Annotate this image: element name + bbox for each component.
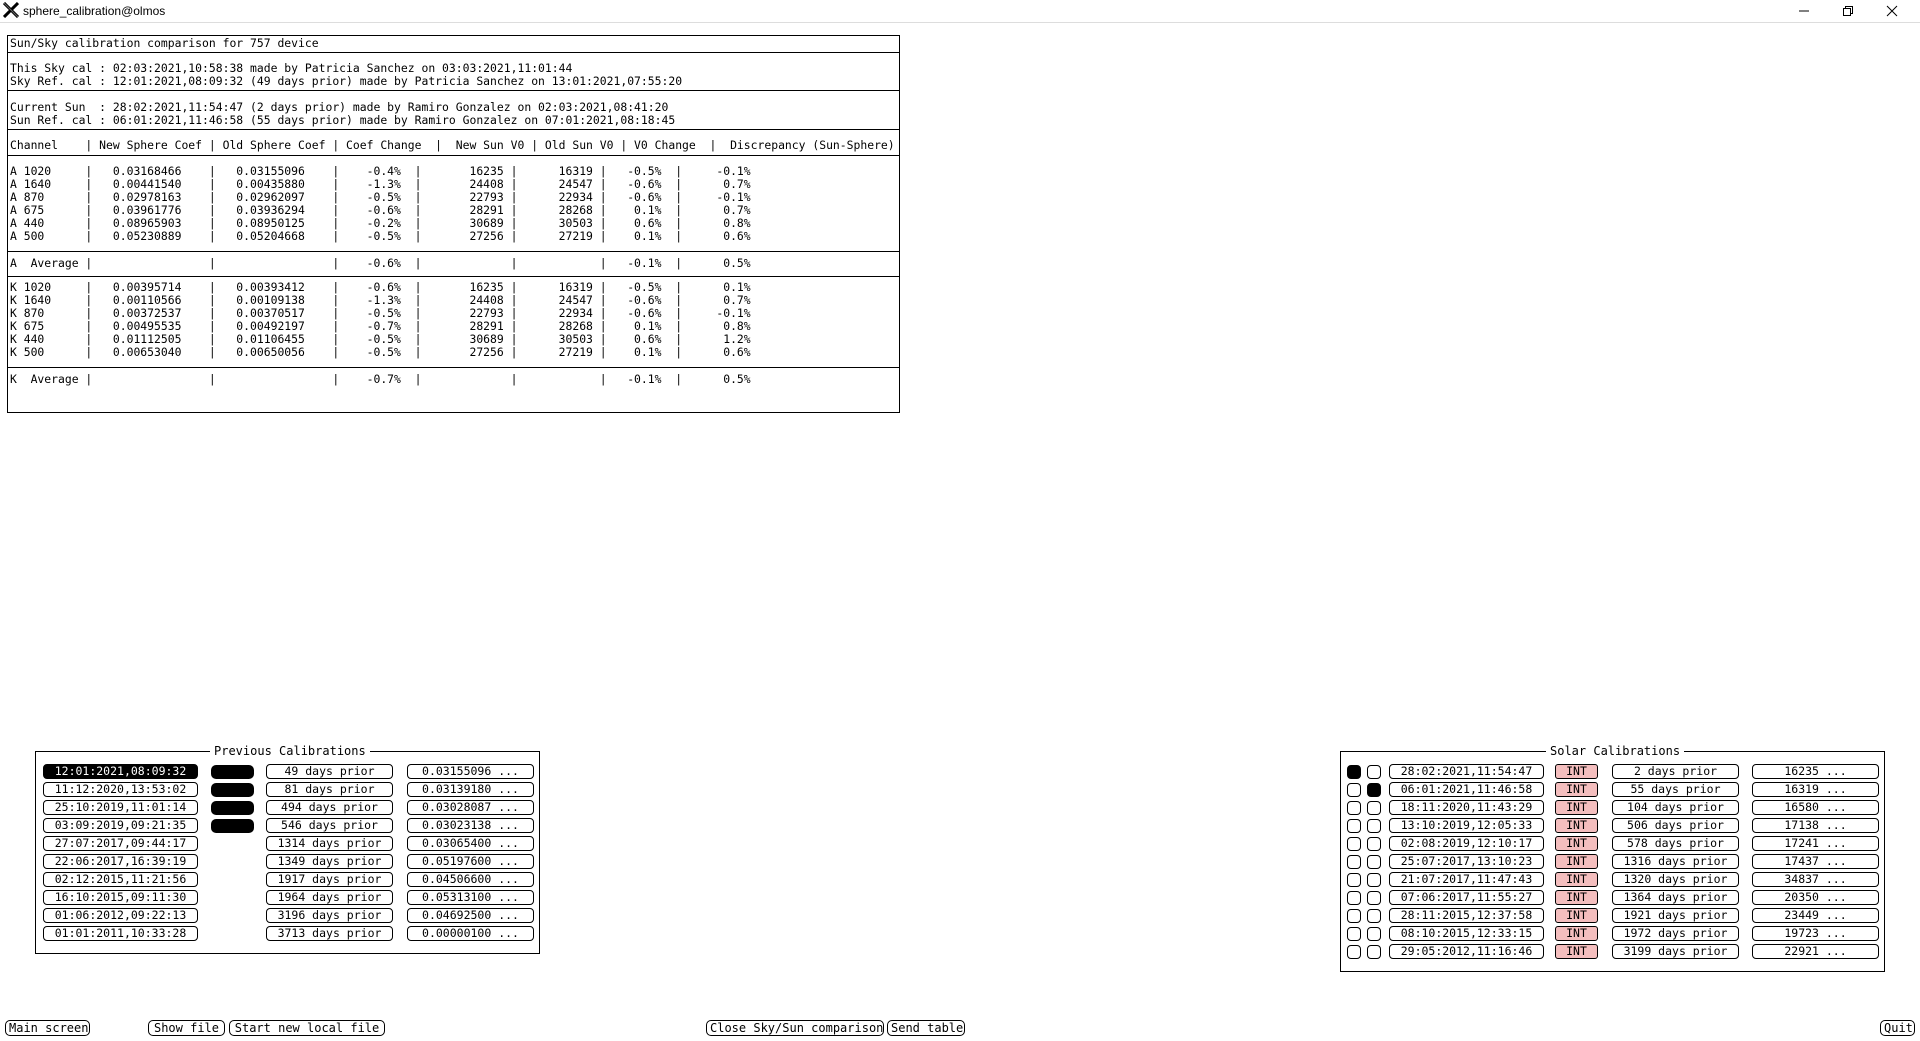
reference-sun-radio[interactable] (1367, 945, 1381, 959)
sky-cal-line: This Sky cal : 02:03:2021,10:58:38 made by Patricia Sanchez on 03:03:2021,11:01:44 (10, 61, 573, 75)
days-prior-label[interactable]: 55 days prior (1612, 782, 1739, 797)
days-prior-label[interactable]: 1921 days prior (1612, 908, 1739, 923)
table-row: K 1020 | 0.00395714 | 0.00393412 | -0.6% | 16235 | 16319 | -0.5% | 0.1% (10, 280, 751, 294)
current-sun-radio[interactable] (1347, 873, 1361, 887)
previous-calibrations-panel (35, 744, 540, 954)
solar-row (1341, 872, 1884, 888)
days-prior-label[interactable]: 3199 days prior (1612, 944, 1739, 959)
current-sun-radio[interactable] (1347, 819, 1361, 833)
x-icon (3, 2, 19, 18)
separator (8, 129, 899, 130)
days-prior-label[interactable]: 3713 days prior (266, 926, 393, 941)
sun-v0-button[interactable]: 17138 ... (1752, 818, 1879, 833)
int-badge[interactable]: INT (1555, 854, 1598, 869)
days-prior-label[interactable]: 1320 days prior (1612, 872, 1739, 887)
coefficient-button[interactable]: 0.03155096 ... (407, 764, 534, 779)
reference-sun-radio[interactable] (1367, 909, 1381, 923)
separator (8, 90, 899, 91)
days-prior-label[interactable]: 49 days prior (266, 764, 393, 779)
comparison-marker[interactable] (211, 801, 254, 815)
solar-calibrations-title: Solar Calibrations (1546, 744, 1684, 758)
days-prior-label[interactable]: 1972 days prior (1612, 926, 1739, 941)
coefficient-button[interactable]: 0.05313100 ... (407, 890, 534, 905)
sun-v0-button[interactable]: 22921 ... (1752, 944, 1879, 959)
solar-row (1341, 836, 1884, 852)
days-prior-label[interactable]: 3196 days prior (266, 908, 393, 923)
solar-date-button[interactable]: 18:11:2020,11:43:29 (1389, 800, 1544, 815)
solar-row (1341, 926, 1884, 942)
minimize-icon (1798, 5, 1810, 17)
days-prior-label[interactable]: 494 days prior (266, 800, 393, 815)
coefficient-button[interactable]: 0.03023138 ... (407, 818, 534, 833)
sun-ref-line: Sun Ref. cal : 06:01:2021,11:46:58 (55 days prior) made by Ramiro Gonzalez on 07:01:2021,08:18:45 (10, 113, 676, 127)
coefficient-button[interactable]: 0.04506600 ... (407, 872, 534, 887)
calibration-date-button[interactable]: 16:10:2015,09:11:30 (43, 890, 198, 905)
calibration-row (36, 800, 539, 816)
coefficient-button[interactable]: 0.00000100 ... (407, 926, 534, 941)
calibration-date-button[interactable]: 02:12:2015,11:21:56 (43, 872, 198, 887)
table-row: K 675 | 0.00495535 | 0.00492197 | -0.7% | 28291 | 28268 | 0.1% | 0.8% (10, 319, 751, 333)
table-row: A 870 | 0.02978163 | 0.02962097 | -0.5% | 22793 | 22934 | -0.6% | -0.1% (10, 190, 751, 204)
restore-button[interactable] (1826, 0, 1870, 22)
solar-row (1341, 800, 1884, 816)
days-prior-label[interactable]: 1349 days prior (266, 854, 393, 869)
table-row: K 870 | 0.00372537 | 0.00370517 | -0.5% | 22793 | 22934 | -0.6% | -0.1% (10, 306, 751, 320)
int-badge[interactable]: INT (1555, 782, 1598, 797)
send-table-button[interactable]: Send table (887, 1020, 965, 1036)
days-prior-label[interactable]: 81 days prior (266, 782, 393, 797)
int-badge[interactable]: INT (1555, 890, 1598, 905)
table-row: A 500 | 0.05230889 | 0.05204668 | -0.5% | 27256 | 27219 | 0.1% | 0.6% (10, 229, 751, 243)
title-bar (0, 0, 1920, 22)
days-prior-label[interactable]: 1964 days prior (266, 890, 393, 905)
days-prior-label[interactable]: 1364 days prior (1612, 890, 1739, 905)
calibration-date-button[interactable]: 25:10:2019,11:01:14 (43, 800, 198, 815)
separator (8, 367, 899, 368)
comparison-marker[interactable] (211, 819, 254, 833)
minimize-button[interactable] (1782, 0, 1826, 22)
quit-button[interactable]: Quit (1880, 1020, 1915, 1036)
solar-row (1341, 854, 1884, 870)
calibration-row (36, 836, 539, 852)
reference-sun-radio[interactable] (1367, 783, 1381, 797)
coefficient-button[interactable]: 0.03028087 ... (407, 800, 534, 815)
table-row: K 440 | 0.01112505 | 0.01106455 | -0.5% | 30689 | 30503 | 0.6% | 1.2% (10, 332, 751, 346)
table-row: A 1640 | 0.00441540 | 0.00435880 | -1.3% | 24408 | 24547 | -0.6% | 0.7% (10, 177, 751, 191)
solar-date-button[interactable]: 29:05:2012,11:16:46 (1389, 944, 1544, 959)
average-row: K Average | | | -0.7% | | | -0.1% | 0.5% (10, 372, 751, 386)
current-sun-radio[interactable] (1347, 891, 1361, 905)
table-row: A 675 | 0.03961776 | 0.03936294 | -0.6% | 28291 | 28268 | 0.1% | 0.7% (10, 203, 751, 217)
sky-ref-line: Sky Ref. cal : 12:01:2021,08:09:32 (49 days prior) made by Patricia Sanchez on 13:01:2021,07:55:20 (10, 74, 683, 88)
calibration-date-button[interactable]: 22:06:2017,16:39:19 (43, 854, 198, 869)
calibration-row (36, 764, 539, 780)
coefficient-button[interactable]: 0.03139180 ... (407, 782, 534, 797)
previous-calibrations-title: Previous Calibrations (210, 744, 370, 758)
sun-v0-button[interactable]: 19723 ... (1752, 926, 1879, 941)
sun-v0-button[interactable]: 16580 ... (1752, 800, 1879, 815)
solar-calibrations-panel (1340, 744, 1885, 972)
current-sun-radio[interactable] (1347, 783, 1361, 797)
solar-row (1341, 908, 1884, 924)
solar-row (1341, 818, 1884, 834)
coefficient-button[interactable]: 0.05197600 ... (407, 854, 534, 869)
reference-sun-radio[interactable] (1367, 927, 1381, 941)
table-row: A 440 | 0.08965903 | 0.08950125 | -0.2% | 30689 | 30503 | 0.6% | 0.8% (10, 216, 751, 230)
previous-calibrations-list (36, 752, 539, 953)
show-file-button[interactable]: Show file (148, 1020, 225, 1036)
calibration-row (36, 782, 539, 798)
calibration-row (36, 908, 539, 924)
close-icon (1886, 5, 1898, 17)
calibration-row (36, 854, 539, 870)
current-sun-radio[interactable] (1347, 927, 1361, 941)
table-header: Channel | New Sphere Coef | Old Sphere Coef | Coef Change | New Sun V0 | Old Sun V0 | V0 Change | Discrepancy (Sun-Sphere) (10, 138, 895, 152)
sun-v0-button[interactable]: 16235 ... (1752, 764, 1879, 779)
days-prior-label[interactable]: 1316 days prior (1612, 854, 1739, 869)
reference-sun-radio[interactable] (1367, 891, 1381, 905)
sun-v0-button[interactable]: 20350 ... (1752, 890, 1879, 905)
coefficient-button[interactable]: 0.03065400 ... (407, 836, 534, 851)
calibration-row (36, 818, 539, 834)
calibration-date-button[interactable]: 01:01:2011,10:33:28 (43, 926, 198, 941)
int-badge[interactable]: INT (1555, 818, 1598, 833)
sun-v0-button[interactable]: 23449 ... (1752, 908, 1879, 923)
days-prior-label[interactable]: 578 days prior (1612, 836, 1739, 851)
sun-v0-button[interactable]: 17241 ... (1752, 836, 1879, 851)
calibration-date-button[interactable]: 12:01:2021,08:09:32 (43, 764, 198, 779)
calibration-date-button[interactable]: 27:07:2017,09:44:17 (43, 836, 198, 851)
solar-date-button[interactable]: 07:06:2017,11:55:27 (1389, 890, 1544, 905)
window-title: sphere_calibration@olmos (23, 4, 166, 18)
reference-sun-radio[interactable] (1367, 819, 1381, 833)
sun-v0-button[interactable]: 16319 ... (1752, 782, 1879, 797)
table-row: K 1640 | 0.00110566 | 0.00109138 | -1.3% | 24408 | 24547 | -0.6% | 0.7% (10, 293, 751, 307)
int-badge[interactable]: INT (1555, 908, 1598, 923)
solar-calibrations-list (1341, 752, 1884, 971)
sun-v0-button[interactable]: 17437 ... (1752, 854, 1879, 869)
calibration-date-button[interactable]: 11:12:2020,13:53:02 (43, 782, 198, 797)
reference-sun-radio[interactable] (1367, 801, 1381, 815)
int-badge[interactable]: INT (1555, 944, 1598, 959)
comparison-marker[interactable] (211, 783, 254, 797)
calibration-row (36, 890, 539, 906)
sun-v0-button[interactable]: 34837 ... (1752, 872, 1879, 887)
current-sun-radio[interactable] (1347, 855, 1361, 869)
current-sun-radio[interactable] (1347, 765, 1361, 779)
sun-current-line: Current Sun : 28:02:2021,11:54:47 (2 days prior) made by Ramiro Gonzalez on 02:03:2021,08:41:20 (10, 100, 669, 114)
days-prior-label[interactable]: 506 days prior (1612, 818, 1739, 833)
solar-date-button[interactable]: 28:02:2021,11:54:47 (1389, 764, 1544, 779)
separator (8, 251, 899, 252)
close-button[interactable] (1870, 0, 1914, 22)
calibration-row (36, 926, 539, 942)
solar-row (1341, 890, 1884, 906)
current-sun-radio[interactable] (1347, 801, 1361, 815)
table-row: K 500 | 0.00653040 | 0.00650056 | -0.5% | 27256 | 27219 | 0.1% | 0.6% (10, 345, 751, 359)
days-prior-label[interactable]: 546 days prior (266, 818, 393, 833)
solar-date-button[interactable]: 21:07:2017,11:47:43 (1389, 872, 1544, 887)
int-badge[interactable]: INT (1555, 764, 1598, 779)
close-comparison-button[interactable]: Close Sky/Sun comparison (706, 1020, 884, 1036)
coefficient-button[interactable]: 0.04692500 ... (407, 908, 534, 923)
reference-sun-radio[interactable] (1367, 765, 1381, 779)
calibration-date-button[interactable]: 03:09:2019,09:21:35 (43, 818, 198, 833)
separator (8, 52, 899, 53)
reference-sun-radio[interactable] (1367, 837, 1381, 851)
solar-date-button[interactable]: 08:10:2015,12:33:15 (1389, 926, 1544, 941)
days-prior-label[interactable]: 1917 days prior (266, 872, 393, 887)
solar-date-button[interactable]: 02:08:2019,12:10:17 (1389, 836, 1544, 851)
current-sun-radio[interactable] (1347, 909, 1361, 923)
report-title: Sun/Sky calibration comparison for 757 device (10, 36, 319, 50)
start-local-file-button[interactable]: Start new local file (229, 1020, 385, 1036)
reference-sun-radio[interactable] (1367, 873, 1381, 887)
days-prior-label[interactable]: 2 days prior (1612, 764, 1739, 779)
solar-row (1341, 944, 1884, 960)
current-sun-radio[interactable] (1347, 837, 1361, 851)
days-prior-label[interactable]: 104 days prior (1612, 800, 1739, 815)
solar-date-button[interactable]: 13:10:2019,12:05:33 (1389, 818, 1544, 833)
table-row: A 1020 | 0.03168466 | 0.03155096 | -0.4% | 16235 | 16319 | -0.5% | -0.1% (10, 164, 751, 178)
solar-date-button[interactable]: 25:07:2017,13:10:23 (1389, 854, 1544, 869)
int-badge[interactable]: INT (1555, 926, 1598, 941)
comparison-marker[interactable] (211, 765, 254, 779)
int-badge[interactable]: INT (1555, 800, 1598, 815)
int-badge[interactable]: INT (1555, 872, 1598, 887)
solar-row (1341, 764, 1884, 780)
calibration-date-button[interactable]: 01:06:2012,09:22:13 (43, 908, 198, 923)
reference-sun-radio[interactable] (1367, 855, 1381, 869)
solar-row (1341, 782, 1884, 798)
solar-date-button[interactable]: 06:01:2021,11:46:58 (1389, 782, 1544, 797)
solar-date-button[interactable]: 28:11:2015,12:37:58 (1389, 908, 1544, 923)
calibration-row (36, 872, 539, 888)
main-screen-button[interactable]: Main screen (5, 1020, 90, 1036)
separator (8, 155, 899, 156)
comparison-report (7, 35, 900, 413)
restore-icon (1842, 5, 1854, 17)
separator (8, 276, 899, 277)
current-sun-radio[interactable] (1347, 945, 1361, 959)
average-row: A Average | | | -0.6% | | | -0.1% | 0.5% (10, 256, 751, 270)
days-prior-label[interactable]: 1314 days prior (266, 836, 393, 851)
int-badge[interactable]: INT (1555, 836, 1598, 851)
